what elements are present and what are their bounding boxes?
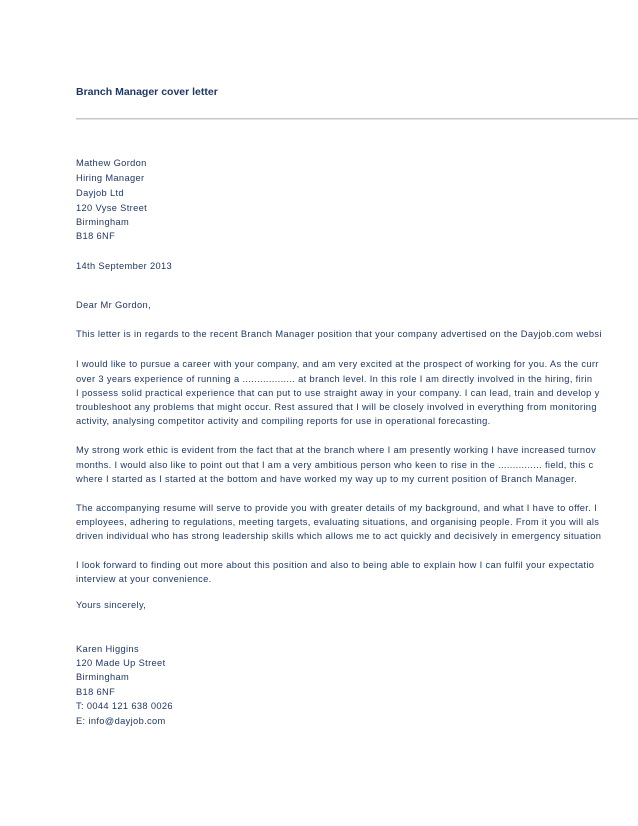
closing: Yours sincerely, (76, 600, 147, 610)
paragraph-5-line: interview at your convenience. (76, 574, 212, 584)
signatory-city: Birmingham (76, 672, 130, 682)
salutation: Dear Mr Gordon, (76, 300, 151, 310)
sender-company: Dayjob Ltd (76, 188, 124, 198)
paragraph-2-line: I possess solid practical experience that can put to use straight away in your company. I can lead, train and develop y (76, 388, 600, 398)
paragraph-2-line: troubleshoot any problems that might occur. Rest assured that I will be closely involved in everything from monitoring (76, 402, 597, 412)
letter-date: 14th September 2013 (76, 261, 173, 271)
sender-postcode: B18 6NF (76, 231, 116, 241)
sender-street: 120 Vyse Street (76, 203, 148, 213)
paragraph-4-line: driven individual who has strong leadership skills which allows me to act quickly and decisively in emergency situation (76, 531, 602, 541)
signatory-name: Karen Higgins (76, 644, 139, 654)
sender-name: Mathew Gordon (76, 158, 147, 168)
signatory-postcode: B18 6NF (76, 687, 116, 697)
paragraph-4-line: employees, adhering to regulations, meeting targets, evaluating situations, and organising people. From it you will als (76, 517, 600, 527)
paragraph-2-line: activity, analysing competitor activity and compiling reports for use in operational forecasting. (76, 416, 491, 426)
document-title: Branch Manager cover letter (76, 86, 218, 98)
paragraph-3-line: where I started as I started at the bottom and have worked my way up to my current position of Branch Manager. (76, 474, 577, 484)
paragraph-3-line: months. I would also like to point out that I am a very ambitious person who keen to rise in the ............... field, this c (76, 460, 594, 470)
title-divider (76, 118, 638, 120)
paragraph-5-line: I look forward to finding out more about this position and also to being able to explain how I can fulfil your expectatio (76, 560, 595, 570)
signatory-street: 120 Made Up Street (76, 658, 166, 668)
paragraph-4-line: The accompanying resume will serve to provide you with greater details of my background, and what I have to offer. I (76, 503, 598, 513)
sender-role: Hiring Manager (76, 173, 145, 183)
paragraph-1-line: This letter is in regards to the recent Branch Manager position that your company advertised on the Dayjob.com websi (76, 329, 602, 339)
paragraph-3-line: My strong work ethic is evident from the fact that at the branch where I am presently working I have increased turnov (76, 445, 596, 455)
paragraph-2-line: over 3 years experience of running a .................. at branch level. In this role I am directly involved in the hiring, firin (76, 374, 593, 384)
sender-city: Birmingham (76, 217, 130, 227)
signatory-phone: T: 0044 121 638 0026 (76, 701, 173, 711)
paragraph-2-line: I would like to pursue a career with your company, and am very excited at the prospect of working for you. As the curr (76, 359, 599, 369)
signatory-email: E: info@dayjob.com (76, 716, 166, 726)
